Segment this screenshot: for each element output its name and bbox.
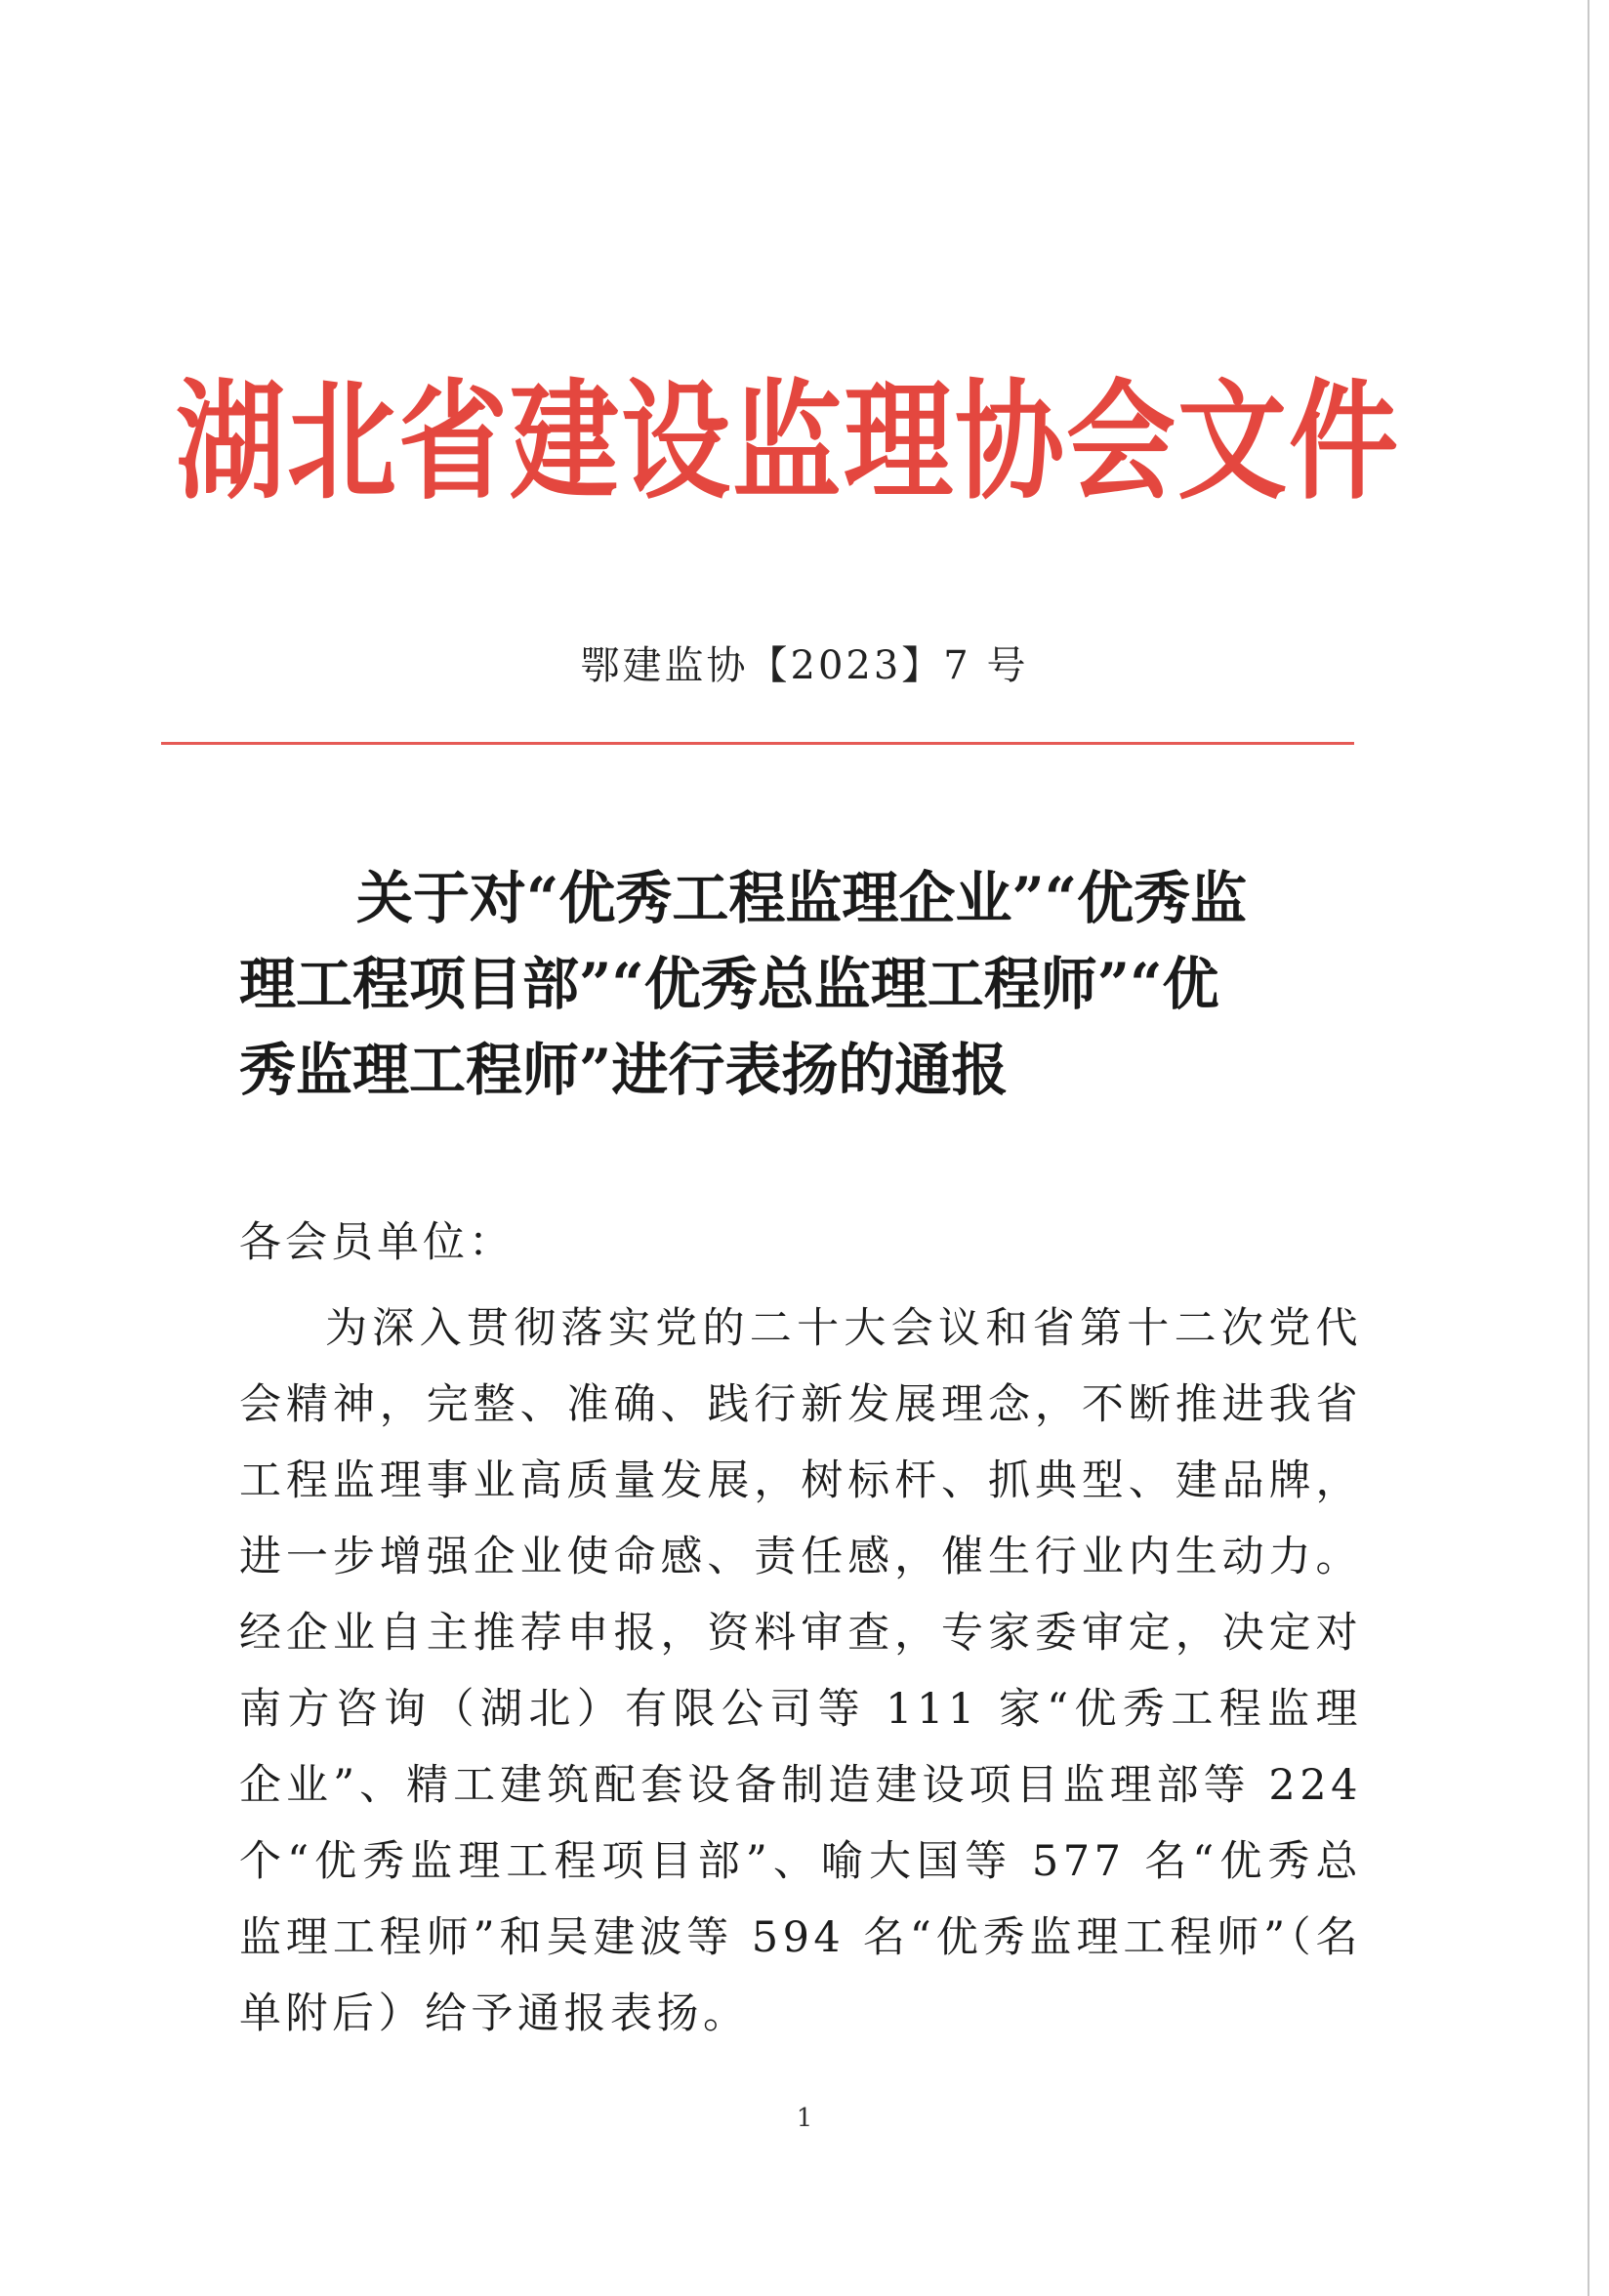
document-number: 鄂建监协【2023】7 号 bbox=[580, 643, 1029, 688]
notice-title bbox=[239, 855, 1362, 1113]
salutation: 各会员单位： bbox=[239, 1218, 515, 1267]
masthead-title: 湖北省建设监理协会文件 bbox=[176, 366, 1400, 518]
title-line-3: 秀监理工程师”进行表扬的通报 bbox=[239, 1037, 1009, 1103]
red-divider bbox=[161, 742, 1354, 745]
title-line-2: 理工程项目部”“优秀总监理工程师”“优 bbox=[239, 951, 1219, 1017]
body-paragraph: 为深入贯彻落实党的二十大会议和省第十二次党代会精神，完整、准确、践行新发展理念，不断推进我省工程监理事业高质量发展，树标杆、抓典型、建品牌，进一步增强企业使命感、责任感，催生行业内生动力。经企业自主推荐申报，资料审查，专家委审定，决定对南方咨询（湖北）有限公司等 111 家“优秀工程监理企业”、精工建筑配套设备制造建设项目监理部等 224 个“优秀监理工程项目部”、喻大国等 577 名“优秀总监理工程师”和吴建波等 594 名“优秀监理工程师”（名单附后）给予通报表扬。 bbox=[239, 1304, 1362, 2038]
title-line-1: 关于对“优秀工程监理企业”“优秀监 bbox=[356, 865, 1248, 931]
scan-edge-line bbox=[1588, 0, 1589, 2296]
page-number: 1 bbox=[796, 2104, 813, 2133]
